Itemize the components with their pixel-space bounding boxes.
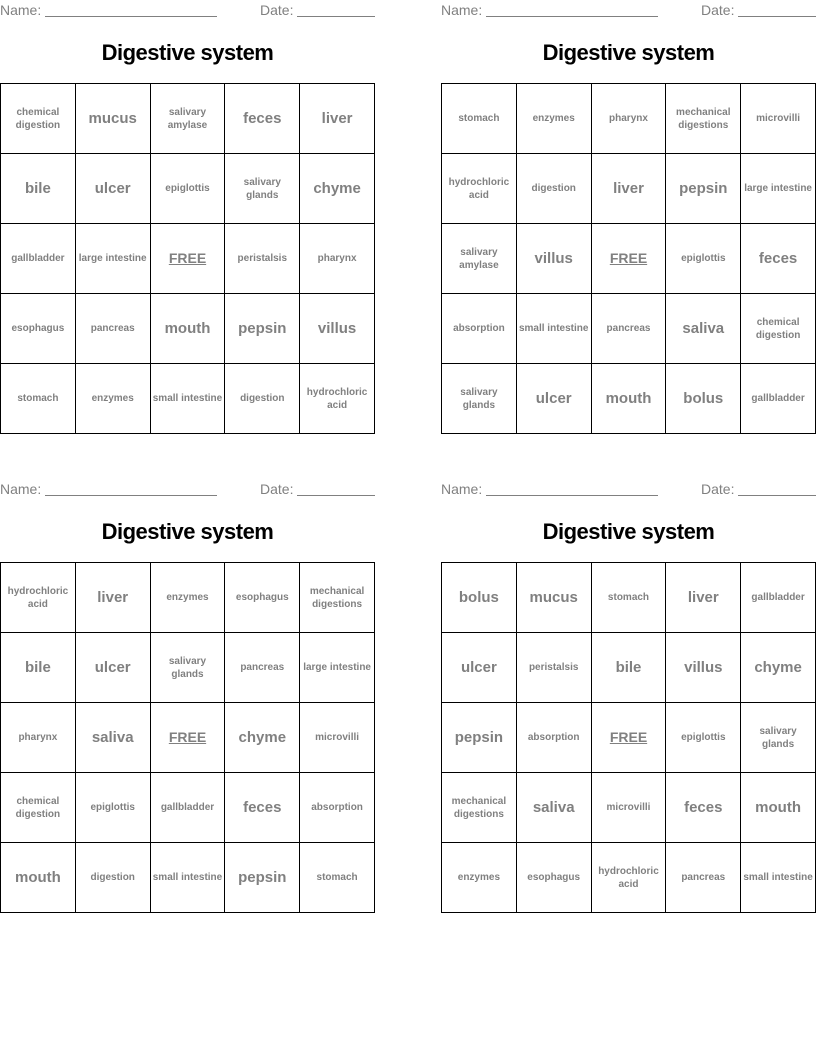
- bingo-cell: saliva: [666, 294, 741, 364]
- bingo-cell: villus: [666, 633, 741, 703]
- bingo-cell: ulcer: [76, 154, 151, 224]
- bingo-cell: pepsin: [225, 294, 300, 364]
- bingo-cell: pancreas: [225, 633, 300, 703]
- bingo-cell: gallbladder: [151, 773, 226, 843]
- bingo-cell: feces: [225, 773, 300, 843]
- card-header: [441, 479, 816, 501]
- bingo-cell: ulcer: [517, 364, 592, 434]
- name-label: Name:: [441, 2, 483, 18]
- bingo-cell: hydrochloric acid: [1, 563, 76, 633]
- bingo-cell: esophagus: [225, 563, 300, 633]
- bingo-cell: stomach: [300, 843, 375, 913]
- bingo-cell: absorption: [442, 294, 517, 364]
- bingo-cell: absorption: [300, 773, 375, 843]
- bingo-cell: saliva: [76, 703, 151, 773]
- free-space-cell: FREE: [592, 703, 667, 773]
- bingo-cell: stomach: [592, 563, 667, 633]
- bingo-grid: [0, 562, 375, 913]
- bingo-cell: pharynx: [592, 84, 667, 154]
- bingo-cell: mechanical digestions: [666, 84, 741, 154]
- bingo-cell: salivary amylase: [151, 84, 226, 154]
- card-header: [441, 0, 816, 22]
- bingo-cell: villus: [517, 224, 592, 294]
- bingo-cell: bolus: [442, 563, 517, 633]
- bingo-cell: pharynx: [300, 224, 375, 294]
- bingo-cell: large intestine: [300, 633, 375, 703]
- bingo-cell: esophagus: [1, 294, 76, 364]
- bingo-cell: ulcer: [76, 633, 151, 703]
- date-blank-line[interactable]: [738, 16, 816, 17]
- bingo-cell: chemical digestion: [1, 84, 76, 154]
- bingo-cell: epiglottis: [76, 773, 151, 843]
- bingo-cell: liver: [300, 84, 375, 154]
- free-space-cell: FREE: [151, 224, 226, 294]
- name-label: Name:: [0, 2, 42, 18]
- bingo-cell: salivary glands: [741, 703, 816, 773]
- name-blank-line[interactable]: [486, 495, 658, 496]
- bingo-cell: pepsin: [442, 703, 517, 773]
- bingo-cell: enzymes: [442, 843, 517, 913]
- date-label: Date:: [260, 481, 294, 497]
- free-space-cell: FREE: [151, 703, 226, 773]
- bingo-cell: chemical digestion: [741, 294, 816, 364]
- date-label: Date:: [701, 481, 735, 497]
- bingo-grid: [0, 83, 375, 434]
- bingo-cell: liver: [666, 563, 741, 633]
- name-blank-line[interactable]: [45, 495, 217, 496]
- bingo-cell: liver: [76, 563, 151, 633]
- bingo-cell: gallbladder: [741, 364, 816, 434]
- bingo-cell: peristalsis: [225, 224, 300, 294]
- name-label: Name:: [441, 481, 483, 497]
- bingo-cell: pancreas: [666, 843, 741, 913]
- bingo-cell: epiglottis: [666, 224, 741, 294]
- bingo-cell: gallbladder: [741, 563, 816, 633]
- bingo-cell: chyme: [300, 154, 375, 224]
- bingo-cell: enzymes: [76, 364, 151, 434]
- name-label: Name:: [0, 481, 42, 497]
- bingo-cell: microvilli: [592, 773, 667, 843]
- bingo-cell: stomach: [1, 364, 76, 434]
- bingo-cell: enzymes: [517, 84, 592, 154]
- bingo-cell: esophagus: [517, 843, 592, 913]
- bingo-cell: mouth: [741, 773, 816, 843]
- bingo-cell: pharynx: [1, 703, 76, 773]
- card-header: [0, 0, 375, 22]
- bingo-cell: salivary glands: [151, 633, 226, 703]
- bingo-cell: pancreas: [76, 294, 151, 364]
- bingo-cell: gallbladder: [1, 224, 76, 294]
- bingo-cell: bile: [1, 154, 76, 224]
- bingo-cell: chyme: [225, 703, 300, 773]
- bingo-grid: [441, 83, 816, 434]
- bingo-cell: stomach: [442, 84, 517, 154]
- card-header: [0, 479, 375, 501]
- bingo-cell: absorption: [517, 703, 592, 773]
- bingo-cell: digestion: [76, 843, 151, 913]
- bingo-cell: salivary glands: [225, 154, 300, 224]
- bingo-cell: epiglottis: [151, 154, 226, 224]
- bingo-cell: epiglottis: [666, 703, 741, 773]
- bingo-cell: large intestine: [741, 154, 816, 224]
- bingo-cell: chemical digestion: [1, 773, 76, 843]
- bingo-cell: large intestine: [76, 224, 151, 294]
- bingo-cell: villus: [300, 294, 375, 364]
- bingo-cell: salivary glands: [442, 364, 517, 434]
- name-blank-line[interactable]: [45, 16, 217, 17]
- date-blank-line[interactable]: [297, 16, 375, 17]
- date-label: Date:: [701, 2, 735, 18]
- bingo-cell: mouth: [592, 364, 667, 434]
- card-title: Digestive system: [101, 40, 274, 65]
- card-title: Digestive system: [542, 40, 715, 65]
- bingo-cell: pepsin: [225, 843, 300, 913]
- bingo-cell: mucus: [517, 563, 592, 633]
- bingo-cell: mouth: [151, 294, 226, 364]
- bingo-grid: [441, 562, 816, 913]
- bingo-cell: small intestine: [517, 294, 592, 364]
- bingo-cell: small intestine: [151, 364, 226, 434]
- bingo-cell: mechanical digestions: [442, 773, 517, 843]
- free-space-cell: FREE: [592, 224, 667, 294]
- bingo-cell: liver: [592, 154, 667, 224]
- bingo-cell: feces: [666, 773, 741, 843]
- date-blank-line[interactable]: [297, 495, 375, 496]
- name-blank-line[interactable]: [486, 16, 658, 17]
- bingo-cell: small intestine: [741, 843, 816, 913]
- bingo-cell: chyme: [741, 633, 816, 703]
- bingo-cell: pancreas: [592, 294, 667, 364]
- bingo-cell: salivary amylase: [442, 224, 517, 294]
- card-title: Digestive system: [542, 519, 715, 544]
- date-blank-line[interactable]: [738, 495, 816, 496]
- bingo-cell: hydrochloric acid: [300, 364, 375, 434]
- bingo-cell: pepsin: [666, 154, 741, 224]
- date-label: Date:: [260, 2, 294, 18]
- bingo-cell: feces: [741, 224, 816, 294]
- bingo-cell: enzymes: [151, 563, 226, 633]
- bingo-cell: peristalsis: [517, 633, 592, 703]
- bingo-cell: mucus: [76, 84, 151, 154]
- bingo-cell: mechanical digestions: [300, 563, 375, 633]
- card-title: Digestive system: [101, 519, 274, 544]
- bingo-cell: feces: [225, 84, 300, 154]
- bingo-cell: bile: [592, 633, 667, 703]
- bingo-cell: bile: [1, 633, 76, 703]
- bingo-cell: digestion: [225, 364, 300, 434]
- bingo-cell: saliva: [517, 773, 592, 843]
- bingo-cell: small intestine: [151, 843, 226, 913]
- bingo-cell: hydrochloric acid: [592, 843, 667, 913]
- bingo-cell: microvilli: [300, 703, 375, 773]
- bingo-cell: mouth: [1, 843, 76, 913]
- bingo-cell: microvilli: [741, 84, 816, 154]
- bingo-cell: hydrochloric acid: [442, 154, 517, 224]
- bingo-cell: ulcer: [442, 633, 517, 703]
- bingo-cell: bolus: [666, 364, 741, 434]
- bingo-cell: digestion: [517, 154, 592, 224]
